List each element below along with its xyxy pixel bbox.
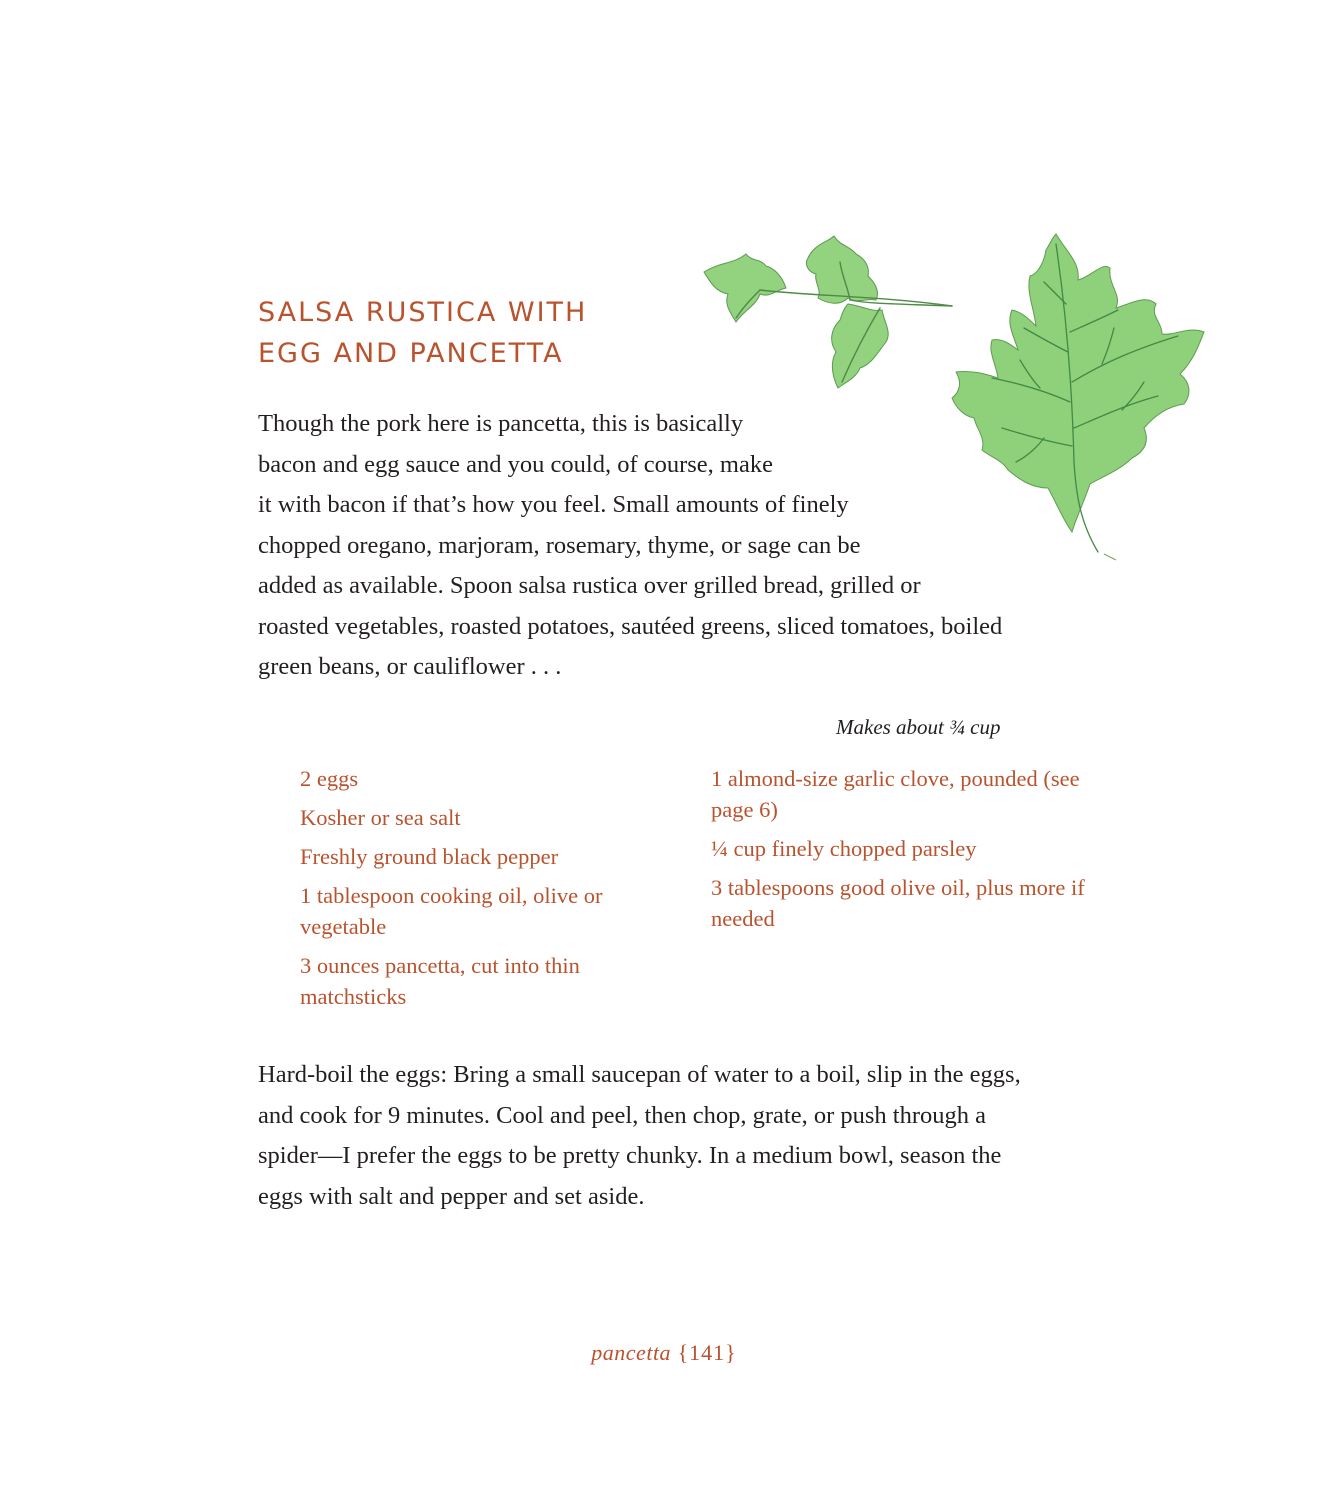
page-number: {141} [677,1340,737,1365]
ingredient-item: 2 eggs [300,766,359,791]
recipe-title-line: EGG AND PANCETTA [258,338,564,369]
recipe-intro [258,404,1098,688]
footer-section-name: pancetta [591,1340,672,1365]
recipe-method [258,1055,1098,1217]
ingredient-item: Freshly ground black pepper [300,844,559,869]
parsley-sprig-icon [704,236,888,388]
ingredients-list-right [711,763,1091,942]
ingredient-item: 3 ounces pancetta, cut into thin matchsticks [300,953,580,1009]
intro-line: roasted vegetables, roasted potatoes, sautéed greens, sliced tomatoes, boiled [258,612,1003,640]
ingredient-item: 1 tablespoon cooking oil, olive or vegetable [300,883,603,939]
recipe-title-line: SALSA RUSTICA WITH [258,297,588,328]
recipe-title [258,292,587,374]
method-line: eggs with salt and pepper and set aside. [258,1182,645,1210]
method-line: Hard-boil the eggs: Bring a small saucepan of water to a boil, slip in the eggs, [258,1061,1021,1088]
parsley-sprig-illustration [700,232,960,392]
recipe-yield: Makes about ¾ cup [836,715,1001,739]
intro-line: Though the pork here is pancetta, this is basically [258,410,744,437]
method-line: and cook for 9 minutes. Cool and peel, then chop, grate, or push through a [258,1101,987,1129]
ingredient-item: 3 tablespoons good olive oil, plus more if needed [711,875,1085,931]
ingredient-item: Kosher or sea salt [300,805,461,830]
intro-line: bacon and egg sauce and you could, of course, make [258,450,773,478]
intro-line: added as available. Spoon salsa rustica over grilled bread, grilled or [258,572,921,599]
page-footer [0,1340,1328,1366]
intro-line: chopped oregano, marjoram, rosemary, thyme, or sage can be [258,531,861,559]
intro-line: green beans, or cauliflower . . . [258,653,562,680]
method-line: spider—I prefer the eggs to be pretty chunky. In a medium bowl, season the [258,1142,1002,1169]
ingredients-list-left [300,763,670,1020]
ingredient-item: ¼ cup finely chopped parsley [711,836,977,861]
ingredient-item: 1 almond-size garlic clove, pounded (see page 6) [711,766,1080,822]
intro-line: it with bacon if that’s how you feel. Small amounts of finely [258,491,849,518]
